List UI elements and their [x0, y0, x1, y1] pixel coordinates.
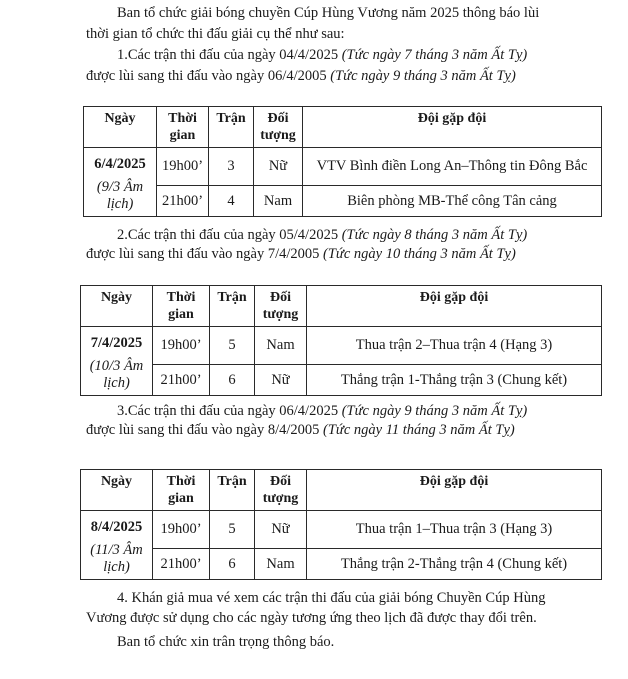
date-cell: 7/4/2025 (10/3 Âm lịch)	[81, 327, 153, 396]
header-thoigian: Thời gian	[153, 286, 210, 327]
teams-cell: Thua trận 1–Thua trận 3 (Hạng 3)	[307, 511, 602, 549]
table-3-header-row	[81, 470, 602, 511]
section-3-line-2-text: được lùi sang thi đấu vào ngày 8/4/2005	[86, 422, 324, 438]
schedule-table-3	[80, 469, 602, 580]
table-row	[84, 186, 602, 217]
section-1-line-2-lunar: (Tức ngày 9 tháng 3 năm Ất Tỵ)	[330, 68, 516, 84]
match-cell: 6	[210, 365, 255, 396]
header-thoigian: Thời gian	[157, 107, 209, 148]
group-cell: Nam	[254, 186, 303, 217]
group-cell: Nam	[255, 549, 307, 580]
teams-cell: Thua trận 2–Thua trận 4 (Hạng 3)	[307, 327, 602, 365]
section-1-line-1-text: 1.Các trận thi đấu của ngày 04/4/2025	[117, 47, 342, 63]
table-row	[81, 549, 602, 580]
time-cell: 19h00’	[157, 148, 209, 186]
teams-cell: Biên phòng MB-Thể công Tân cảng	[303, 186, 602, 217]
section-2-line-1-lunar: (Tức ngày 8 tháng 3 năm Ất Tỵ)	[341, 227, 528, 243]
section-3-line-2	[86, 421, 515, 439]
header-ngay: Ngày	[81, 470, 153, 511]
time-cell: 19h00’	[153, 327, 210, 365]
table-1-header-row	[84, 107, 602, 148]
table-2-header-row	[81, 286, 602, 327]
time-cell: 19h00’	[153, 511, 210, 549]
schedule-table-1	[83, 106, 602, 217]
section-2-line-1-text: 2.Các trận thi đấu của ngày 05/4/2025	[117, 227, 342, 243]
group-cell: Nữ	[255, 511, 307, 549]
section-1-line-1-lunar: (Tức ngày 7 tháng 3 năm Ất Tỵ)	[341, 47, 528, 63]
header-tran: Trận	[210, 286, 255, 327]
date-cell: 8/4/2025 (11/3 Âm lịch)	[81, 511, 153, 580]
schedule-table-2	[80, 285, 602, 396]
header-doituong: Đối tượng	[255, 286, 307, 327]
match-cell: 6	[210, 549, 255, 580]
table-row	[84, 148, 602, 186]
group-cell: Nữ	[254, 148, 303, 186]
header-doituong: Đối tượng	[255, 470, 307, 511]
group-cell: Nam	[255, 327, 307, 365]
header-doituong: Đối tượng	[254, 107, 303, 148]
section-2-line-2	[86, 245, 516, 263]
section-1-line-1	[117, 46, 527, 64]
header-tran: Trận	[210, 470, 255, 511]
match-cell: 5	[210, 327, 255, 365]
section-1-line-2-text: được lùi sang thi đấu vào ngày 06/4/2005	[86, 68, 331, 84]
header-doi: Đội gặp đội	[307, 470, 602, 511]
match-cell: 4	[209, 186, 254, 217]
teams-cell: VTV Bình điền Long An–Thông tin Đông Bắc	[303, 148, 602, 186]
header-tran: Trận	[209, 107, 254, 148]
teams-cell: Thắng trận 1-Thắng trận 3 (Chung kết)	[307, 365, 602, 396]
table-row	[81, 511, 602, 549]
intro-line-1: Ban tổ chức giải bóng chuyền Cúp Hùng Vương năm 2025 thông báo lùi	[117, 5, 540, 21]
section-1-line-2	[86, 67, 516, 85]
section-3-line-1-lunar: (Tức ngày 9 tháng 3 năm Ất Tỵ)	[341, 403, 528, 419]
date-cell: 6/4/2025 (9/3 Âm lịch)	[84, 148, 157, 217]
header-doi: Đội gặp đội	[307, 286, 602, 327]
header-ngay: Ngày	[81, 286, 153, 327]
section-3-line-2-lunar: (Tức ngày 11 tháng 3 năm Ất Tỵ)	[323, 422, 515, 438]
section-2-line-1	[117, 226, 527, 244]
intro-line-2: thời gian tổ chức thi đấu giải cụ thể như sau:	[86, 26, 345, 42]
teams-cell: Thắng trận 2-Thắng trận 4 (Chung kết)	[307, 549, 602, 580]
section-3-line-1-text: 3.Các trận thi đấu của ngày 06/4/2025	[117, 403, 342, 419]
table-row	[81, 327, 602, 365]
time-cell: 21h00’	[157, 186, 209, 217]
match-cell: 3	[209, 148, 254, 186]
closing-line-3: Ban tổ chức xin trân trọng thông báo.	[117, 634, 335, 650]
section-2-line-2-lunar: (Tức ngày 10 tháng 3 năm Ất Tỵ)	[323, 246, 516, 262]
closing-line-1: 4. Khán giả mua vé xem các trận thi đấu của giải bóng Chuyền Cúp Hùng	[117, 590, 546, 606]
time-cell: 21h00’	[153, 549, 210, 580]
section-3-line-1	[117, 402, 527, 420]
match-cell: 5	[210, 511, 255, 549]
header-ngay: Ngày	[84, 107, 157, 148]
table-row	[81, 365, 602, 396]
header-thoigian: Thời gian	[153, 470, 210, 511]
header-doi: Đội gặp đội	[303, 107, 602, 148]
time-cell: 21h00’	[153, 365, 210, 396]
group-cell: Nữ	[255, 365, 307, 396]
closing-line-2: Vương được sử dụng cho các ngày tương ứng theo lịch đã được thay đổi trên.	[86, 610, 537, 626]
section-2-line-2-text: được lùi sang thi đấu vào ngày 7/4/2005	[86, 246, 324, 262]
